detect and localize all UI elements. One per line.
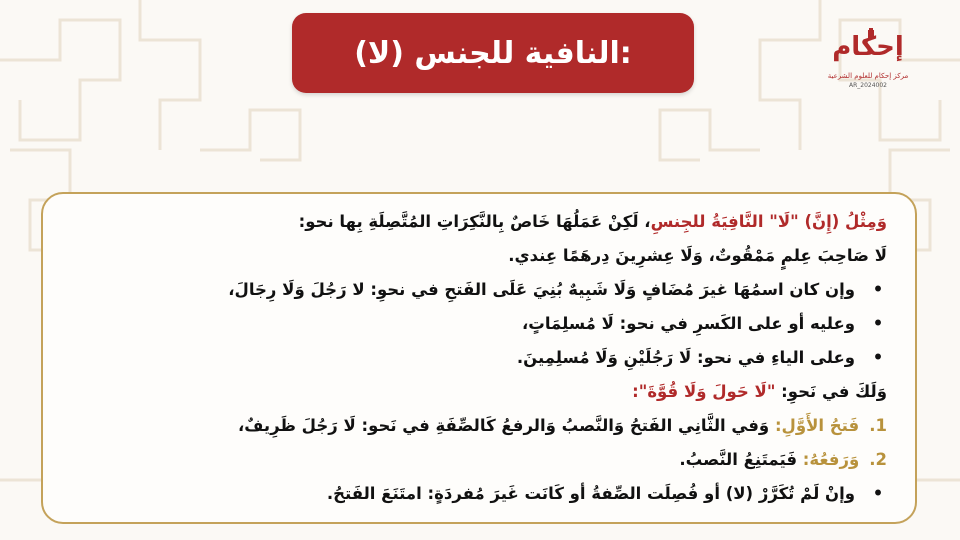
page-title <box>292 13 694 93</box>
bullet-text: وعلى الياءِ في نحو: لَا رَجُلَيْنِ وَلَا مُسلِمِينَ. <box>516 348 855 367</box>
list-item <box>63 280 887 299</box>
list-item <box>63 348 887 367</box>
item-number: 1. <box>869 416 887 435</box>
bullet-text: وإن كان اسمُهَا غيرَ مُضَافٍ وَلَا شَبِيهٌ بُنِيَ عَلَى الفَتحِ في نحوِ: لا رَجُلَ وَلَا رِجَالَ، <box>228 280 855 299</box>
bullet-icon: • <box>872 280 884 299</box>
intro-highlight: "لَا" النَّافِيَةُ للجِنسِ <box>650 212 799 231</box>
item-label: فَتحُ الأَوَّلِ: <box>774 416 860 435</box>
item-label: وَرَفعُهُ: <box>802 450 860 469</box>
logo-wordmark: إحكام <box>832 32 904 62</box>
intro-rest: ، لَكِنْ عَمَلُهَا خَاصٌ بِالنَّكِرَاتِ المُتَّصِلَةِ بِها نحو: <box>298 212 651 231</box>
bullet-text: وعليه أو على الكَسرِ في نحو: لَا مُسلِمَاتٍ، <box>522 314 855 333</box>
lakin-line <box>63 382 887 401</box>
bullet-icon: • <box>872 348 884 367</box>
logo-subtitle: مركز إحكام للعلوم الشرعية <box>827 72 909 80</box>
intro-line <box>63 212 887 231</box>
logo-number: AR_2024002 <box>849 82 887 89</box>
bullet-icon: • <box>872 314 884 333</box>
content-box <box>41 192 917 524</box>
lakin-quote: "لَا حَولَ وَلَا قُوَّةَ": <box>632 382 776 401</box>
lakin-prefix: وَلَكَ في نَحوِ: <box>775 382 887 401</box>
item-text: وَفي الثَّانِي الفَتحُ وَالنَّصبُ وَالرفعُ كَالصِّفَةِ في نَحو: لَا رَجُلَ ظَرِيفٌ، <box>237 416 775 435</box>
list-item <box>63 484 887 503</box>
item-text: فَيَمتَنِعُ النَّصبُ. <box>679 450 803 469</box>
numbered-item <box>63 416 887 435</box>
intro-prefix: وَمِثْلُ (إِنَّ) <box>798 212 887 231</box>
bullet-icon: • <box>872 484 884 503</box>
list-item <box>63 314 887 333</box>
example-line: لَا صَاحِبَ عِلمٍ مَمْقُوتٌ، وَلَا عِشرِينَ دِرهَمًا عِندي. <box>508 246 887 265</box>
numbered-item <box>63 450 887 469</box>
bullet-text: وإنْ لَمْ تُكَرَّرْ (لا) أو فُصِلَت الصِّفةُ أو كَانَت غَيرَ مُفردَةٍ: امتَنَعَ الفَتحُ. <box>326 484 855 503</box>
item-number: 2. <box>869 450 887 469</box>
page-title-text: (لا) النافية للجنس: <box>354 35 632 71</box>
logo <box>826 28 910 94</box>
